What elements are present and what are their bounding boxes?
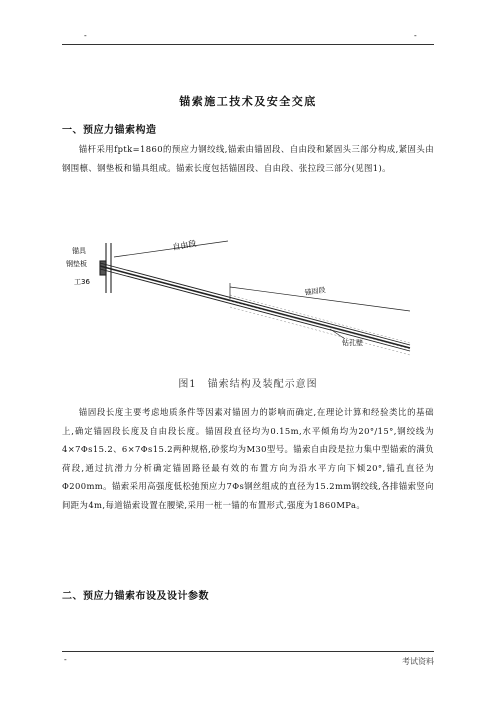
header-rule bbox=[62, 44, 434, 45]
figure-caption: 图1 锚索结构及装配示意图 bbox=[178, 379, 318, 390]
anchored-section-fill bbox=[230, 295, 410, 355]
label-hole-wall: 钻孔壁 bbox=[342, 339, 363, 347]
footer-label: 考试资料 bbox=[402, 657, 434, 666]
label-waling: 工36 bbox=[74, 278, 90, 286]
footer-left-mark: - bbox=[64, 655, 67, 664]
header-left-mark: - bbox=[84, 31, 87, 40]
label-anchored-section: 锚固段 bbox=[304, 286, 327, 297]
label-steel-plate: 钢垫板 bbox=[66, 260, 87, 268]
label-free-section: 自由段 bbox=[171, 238, 197, 252]
section1-heading: 一、预应力锚索构造 bbox=[62, 125, 157, 136]
header-right-mark: - bbox=[414, 31, 417, 40]
section2-heading: 二、预应力锚索布设及设计参数 bbox=[62, 591, 209, 602]
label-anchor: 锚具 bbox=[72, 247, 86, 255]
section1-paragraph1: 锚杆采用fptk=1860的预应力钢绞线,锚索由锚固段、自由段和紧固头三部分构成,紧固头由钢围檩、钢垫板和锚具组成。锚索长度包括锚固段、自由段、张拉段三部分(见图1)。 bbox=[62, 144, 434, 173]
page-title: 锚索施工技术及安全交底 bbox=[179, 95, 317, 108]
anchor-strand-body bbox=[100, 263, 410, 351]
section1-paragraph2: 锚固段长度主要考虑地质条件等因素对锚固力的影响而确定,在理论计算和经验类比的基础上,确定锚固段长度及自由段长度。锚固段直径均为0.15m,水平倾角均为20°/15°,钢绞线为4×7Φs15.2、6×7Φs15.2两种规格,砂浆均为M30型号。锚索自由段是拉力集中型锚索的满负荷段,通过抗滑力分析确定锚固路径最有效的布置方向为沿水平方向下倾20°,锚孔直径为Φ200mm。锚索采用高强度低松弛预应力7Φs钢丝组成的直径为15.2mm钢绞线,各排锚索竖向间距为4m,每道锚索设置在腰梁,采用一桩一锚的布置形式,强度为1860MPa。 bbox=[62, 407, 434, 510]
footer-rule bbox=[62, 651, 434, 652]
anchor-structure-diagram bbox=[60, 233, 420, 361]
